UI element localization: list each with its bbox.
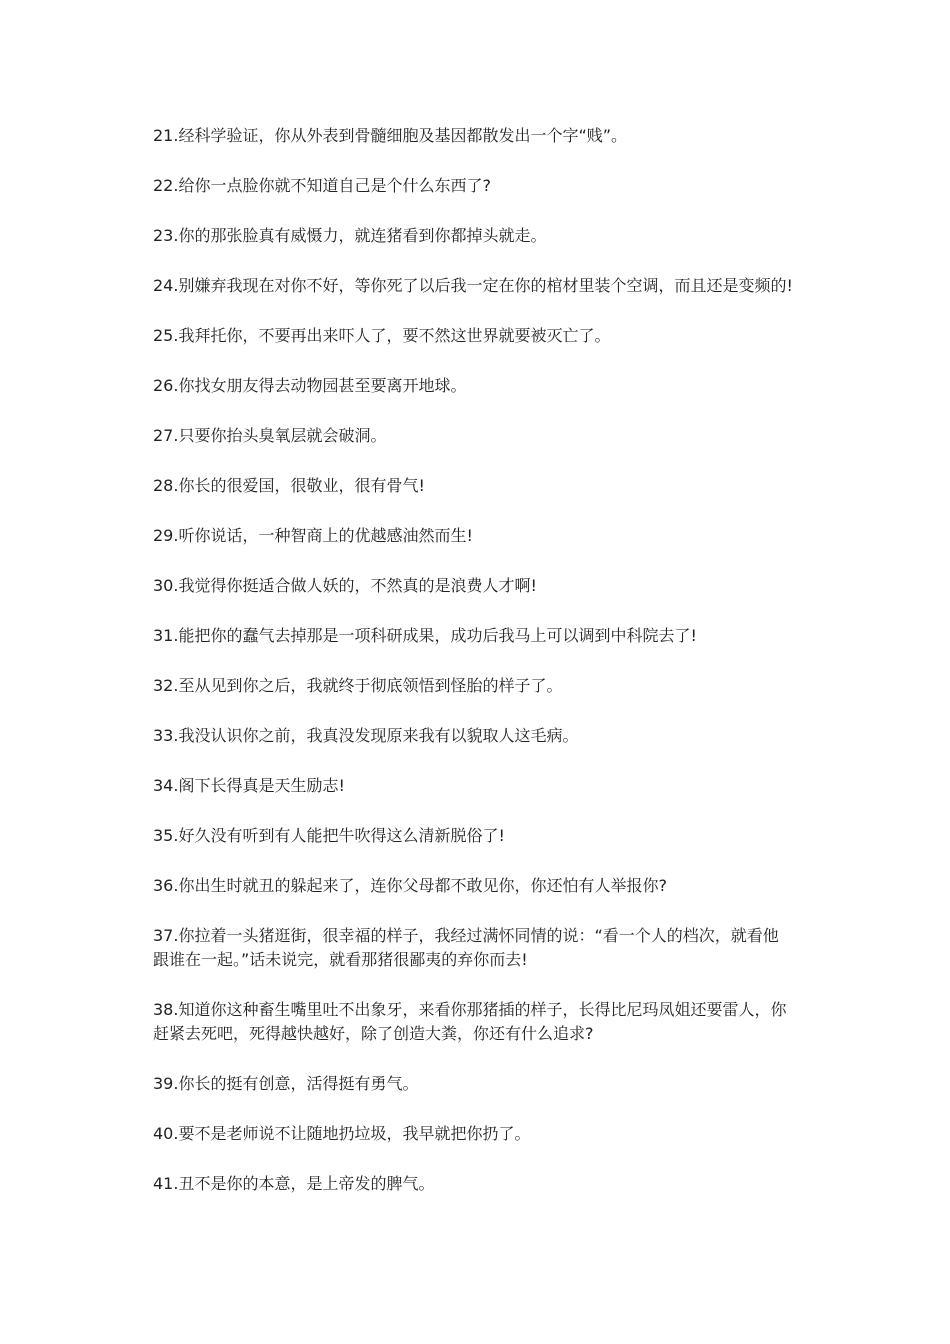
quote-list	[153, 124, 793, 1222]
list-item: 34.阁下长得真是天生励志!	[153, 776, 345, 795]
list-item: 23.你的那张脸真有威慑力，就连猪看到你都掉头就走。	[153, 226, 547, 245]
list-item: 31.能把你的蠢气去掉那是一项科研成果，成功后我马上可以调到中科院去了!	[153, 626, 697, 645]
list-item: 30.我觉得你挺适合做人妖的，不然真的是浪费人才啊!	[153, 576, 537, 595]
list-item: 26.你找女朋友得去动物园甚至要离开地球。	[153, 376, 467, 395]
list-item: 33.我没认识你之前，我真没发现原来我有以貌取人这毛病。	[153, 726, 579, 745]
list-item: 29.听你说话，一种智商上的优越感油然而生!	[153, 526, 473, 545]
list-item: 28.你长的很爱国，很敬业，很有骨气!	[153, 476, 425, 495]
list-item: 25.我拜托你，不要再出来吓人了，要不然这世界就要被灭亡了。	[153, 326, 611, 345]
list-item: 32.至从见到你之后，我就终于彻底领悟到怪胎的样子了。	[153, 676, 563, 695]
list-item: 36.你出生时就丑的躲起来了，连你父母都不敢见你，你还怕有人举报你?	[153, 876, 667, 895]
list-item: 21.经科学验证，你从外表到骨髓细胞及基因都散发出一个字“贱”。	[153, 126, 628, 145]
list-item: 40.要不是老师说不让随地扔垃圾，我早就把你扔了。	[153, 1124, 531, 1143]
list-item: 39.你长的挺有创意，活得挺有勇气。	[153, 1074, 419, 1093]
list-item: 22.给你一点脸你就不知道自己是个什么东西了?	[153, 176, 491, 195]
list-item: 38.知道你这种畜生嘴里吐不出象牙，来看你那猪插的样子，长得比尼玛凤姐还要雷人，你赶紧去死吧，死得越快越好，除了创造大粪，你还有什么追求?	[153, 1000, 787, 1043]
list-item: 41.丑不是你的本意，是上帝发的脾气。	[153, 1174, 435, 1193]
list-item: 27.只要你抬头臭氧层就会破洞。	[153, 426, 387, 445]
list-item: 24.别嫌弃我现在对你不好，等你死了以后我一定在你的棺材里装个空调，而且还是变频的!	[153, 276, 793, 295]
list-item: 35.好久没有听到有人能把牛吹得这么清新脱俗了!	[153, 826, 505, 845]
list-item: 37.你拉着一头猪逛街，很幸福的样子，我经过满怀同情的说：“看一个人的档次，就看他跟谁在一起。”话未说完，就看那猪很鄙夷的弃你而去!	[153, 926, 779, 969]
